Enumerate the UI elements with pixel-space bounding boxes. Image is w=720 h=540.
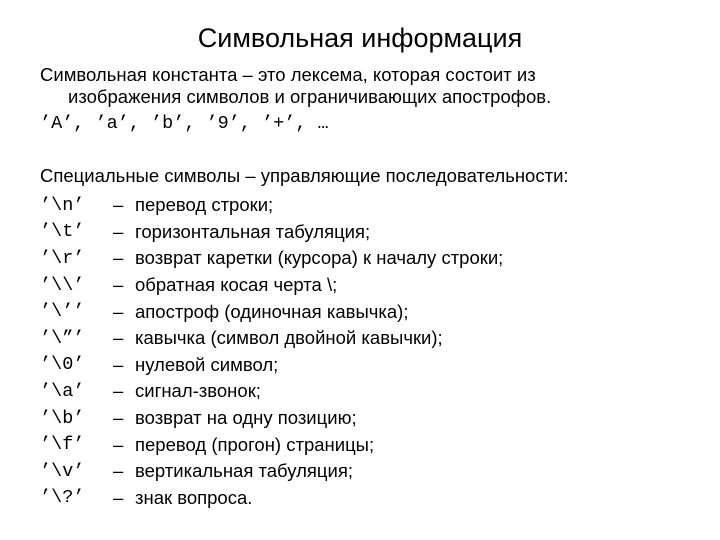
escape-row bbox=[40, 325, 503, 352]
escape-description: горизонтальная табуляция; bbox=[135, 220, 371, 242]
escape-code: ’\”’ bbox=[40, 327, 85, 349]
escape-dash: – bbox=[113, 433, 124, 455]
definition-paragraph bbox=[40, 64, 690, 108]
escape-dash: – bbox=[113, 407, 124, 429]
escape-row bbox=[40, 458, 503, 485]
escape-dash: – bbox=[113, 247, 124, 269]
escape-description: перевод (прогон) страницы; bbox=[135, 433, 375, 455]
escape-dash: – bbox=[113, 274, 124, 296]
escape-sequence-list bbox=[40, 192, 503, 511]
escape-code: ’\n’ bbox=[40, 194, 85, 216]
escape-description: обратная косая черта \; bbox=[135, 274, 338, 296]
escape-code: ’\f’ bbox=[40, 434, 85, 456]
escape-row bbox=[40, 431, 503, 458]
escape-row bbox=[40, 272, 503, 299]
escape-code: ’\\’ bbox=[40, 274, 85, 296]
escape-row bbox=[40, 219, 503, 246]
examples-line: ’A’, ’a’, ’b’, ’9’, ’+’, … bbox=[40, 113, 329, 134]
escape-code: ’\?’ bbox=[40, 487, 85, 509]
escape-row bbox=[40, 298, 503, 325]
definition-line-1: Символьная константа – это лексема, которая состоит из bbox=[40, 64, 536, 85]
escape-description: перевод строки; bbox=[135, 194, 274, 216]
escape-row bbox=[40, 352, 503, 379]
escape-description: сигнал-звонок; bbox=[135, 380, 261, 402]
escape-dash: – bbox=[113, 460, 124, 482]
special-symbols-heading: Специальные символы – управляющие последовательности: bbox=[40, 165, 569, 186]
escape-row bbox=[40, 245, 503, 272]
escape-code: ’\’’ bbox=[40, 301, 85, 323]
escape-code: ’\v’ bbox=[40, 460, 85, 482]
escape-dash: – bbox=[113, 380, 124, 402]
escape-description: апостроф (одиночная кавычка); bbox=[135, 300, 409, 322]
escape-description: возврат каретки (курсора) к началу строки; bbox=[135, 247, 504, 269]
escape-dash: – bbox=[113, 220, 124, 242]
definition-line-2: изображения символов и ограничивающих апострофов. bbox=[68, 86, 552, 107]
escape-description: кавычка (символ двойной кавычки); bbox=[135, 327, 443, 349]
escape-dash: – bbox=[113, 194, 124, 216]
escape-code: ’\t’ bbox=[40, 221, 85, 243]
escape-code: ’\r’ bbox=[40, 247, 85, 269]
escape-dash: – bbox=[113, 300, 124, 322]
escape-dash: – bbox=[113, 486, 124, 508]
escape-dash: – bbox=[113, 353, 124, 375]
escape-description: нулевой символ; bbox=[135, 353, 279, 375]
escape-description: знак вопроса. bbox=[135, 486, 253, 508]
slide-title: Символьная информация bbox=[197, 23, 523, 53]
escape-description: вертикальная табуляция; bbox=[135, 460, 353, 482]
escape-code: ’\a’ bbox=[40, 380, 85, 402]
escape-row bbox=[40, 405, 503, 432]
escape-row bbox=[40, 485, 503, 512]
escape-row bbox=[40, 378, 503, 405]
escape-code: ’\b’ bbox=[40, 407, 85, 429]
escape-row bbox=[40, 192, 503, 219]
escape-dash: – bbox=[113, 327, 124, 349]
escape-description: возврат на одну позицию; bbox=[135, 407, 357, 429]
escape-code: ’\0’ bbox=[40, 354, 85, 376]
